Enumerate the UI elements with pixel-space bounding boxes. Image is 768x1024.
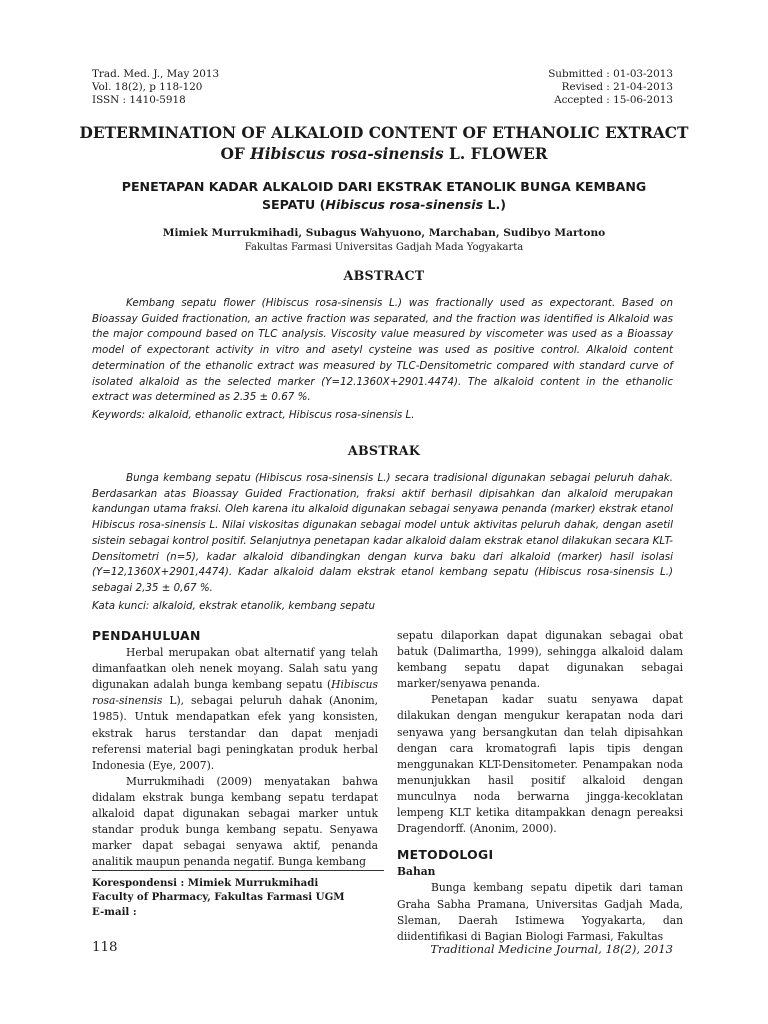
journal-citation-header bbox=[92, 68, 219, 108]
submitted-date: Submitted : 01-03-2013 bbox=[548, 68, 673, 80]
revised-date: Revised : 21-04-2013 bbox=[561, 81, 673, 94]
abstrak-body: Bunga kembang sepatu (Hibiscus rosa-sinensis L.) secara tradisional digunakan sebagai peluruh dahak. Berdasarkan atas Bioassay Guided Fractionation, fraksi aktif berhasil dipisahkan dan alkaloid merupakan kandungan utama fraksi. Oleh karena itu alkaloid digunakan sebagai senyawa penanda (marker) ekstrak etanol Hibiscus rosa-sinensis L. Nilai viskositas digunakan sebagai model untuk aktivitas peluruh dahak, dengan asetil sistein sebagai kontrol positif. Selanjutnya penetapan kadar alkaloid dalam ekstrak etanol dilakukan secara KLT-Densitometri (n=5), kadar alkaloid dibandingkan dengan kurva baku dari alkaloid (marker) hasil isolasi (Y=12,1360X+2901,4474). Kadar alkaloid dalam ekstrak etanol kembang sepatu (Hibiscus rosa-sinensis L.) sebagai 2,35 ± 0,67 %. bbox=[92, 472, 673, 594]
page-number: 118 bbox=[92, 940, 118, 955]
abstract-keywords: Keywords: alkaloid, ethanolic extract, Hibiscus rosa-sinensis L. bbox=[92, 409, 415, 421]
bahan-heading: Bahan bbox=[397, 865, 436, 879]
pendahuluan-p1-start: Herbal merupakan obat alternatif yang telah dimanfaatkan oleh nenek moyang. Salah satu yang digunakan adalah bunga kembang sepatu ( bbox=[92, 646, 378, 692]
subtitle-prefix: SEPATU ( bbox=[261, 196, 326, 212]
paper-subtitle-line-1: PENETAPAN KADAR ALKALOID DARI EKSTRAK ETANOLIK BUNGA KEMBANG bbox=[121, 179, 647, 194]
correspondence-email: E-mail : bbox=[92, 905, 137, 918]
journal-volume-line: Vol. 18(2), p 118-120 bbox=[92, 81, 203, 94]
abstrak-keywords: Kata kunci: alkaloid, ekstrak etanolik, kembang sepatu bbox=[92, 600, 375, 612]
title-species: Hibiscus rosa-sinensis bbox=[250, 145, 444, 163]
journal-issue-line: Trad. Med. J., May 2013 bbox=[92, 68, 220, 80]
accepted-date: Accepted : 15-06-2013 bbox=[554, 94, 673, 107]
title-suffix: L. FLOWER bbox=[443, 145, 548, 163]
footnote-divider bbox=[92, 870, 384, 871]
submission-dates-header bbox=[548, 68, 673, 108]
correspondence-footnote bbox=[92, 876, 392, 919]
right-paragraph-2: Penetapan kadar suatu senyawa dapat dilakukan dengan mengukur kerapatan noda dari senyawa yang bersangkutan dan telah dipisahkan dengan cara kromatografi lapis tipis dengan menggunakan KLT-Densitometer. Penampakan noda menunjukkan hasil positif alkaloid dengan munculnya noda berwarna jingga-kecoklatan lempeng KLT ketika ditampakkan denagn pereaksi Dragendorff. (Anonim, 2000). bbox=[397, 693, 683, 836]
paper-subtitle-line-2 bbox=[90, 196, 678, 214]
right-paragraph-1: sepatu dilaporkan dapat digunakan sebagai obat batuk (Dalimartha, 1999), sehingga alkaloid dalam kembang sepatu dapat digunakan sebagai marker/senyawa penanda. bbox=[397, 629, 683, 691]
left-column bbox=[92, 628, 378, 870]
abstract-heading: ABSTRACT bbox=[343, 268, 425, 283]
author-list: Mimiek Murrukmihadi, Subagus Wahyuono, Marchaban, Sudibyo Martono bbox=[162, 227, 606, 239]
subtitle-species: Hibiscus rosa-sinensis bbox=[325, 196, 484, 212]
paper-subtitle bbox=[90, 178, 678, 213]
author-affiliation: Fakultas Farmasi Universitas Gadjah Mada Yogyakarta bbox=[244, 242, 524, 253]
paper-title bbox=[70, 123, 698, 165]
pendahuluan-heading: PENDAHULUAN bbox=[92, 628, 201, 643]
pendahuluan-p1-end: L), sebagai peluruh dahak (Anonim, 1985). Untuk mendapatkan efek yang konsisten, ekstrak harus terstandar dan dapat menjadi referensi material bagi peningkatan produk herbal Indonesia (Eye, 2007). bbox=[92, 694, 378, 772]
title-prefix: OF bbox=[220, 145, 251, 163]
pendahuluan-p1-species: Hibiscus rosa-sinensis bbox=[92, 678, 378, 708]
correspondence-faculty: Faculty of Pharmacy, Fakultas Farmasi UGM bbox=[92, 891, 345, 904]
abstract-body: Kembang sepatu flower (Hibiscus rosa-sinensis L.) was fractionally used as expectorant. Based on Bioassay Guided fractionation, an active fraction was separated, and the fraction was identified is Alkaloid was the major compound based on TLC analysis. Viscosity value measured by viscometer was used as a Bioassay model of expectorant activity in vitro and asetyl cysteine was used as positive control. Alkaloid content determination of the ethanolic extract was measured by TLC-Densitometric compared with standard curve of isolated alkaloid as the selected marker (Y=12.1360X+2901.4474). The alkaloid content in the ethanolic extract was determined as 2.35 ± 0.67 %. bbox=[92, 297, 673, 404]
journal-issn-line: ISSN : 1410-5918 bbox=[92, 94, 186, 107]
pendahuluan-paragraph-1 bbox=[92, 645, 378, 774]
right-column bbox=[397, 628, 683, 945]
pendahuluan-paragraph-2: Murrukmihadi (2009) menyatakan bahwa didalam ekstrak bunga kembang sepatu terdapat alkaloid dapat digunakan sebagai marker untuk standar produk bunga kembang sepatu. Senyawa marker dapat sebagai senyawa aktif, penanda analitik maupun penanda negatif. Bunga kembang bbox=[92, 774, 378, 869]
subtitle-suffix: L.) bbox=[483, 196, 507, 212]
bahan-paragraph: Bunga kembang sepatu dipetik dari taman Graha Sabha Pramana, Universitas Gadjah Mada, Sleman, Daerah Istimewa Yogyakarta, dan diidentifikasi di Bagian Biologi Farmasi, Fakultas bbox=[397, 881, 683, 943]
paper-title-line-1: DETERMINATION OF ALKALOID CONTENT OF ETHANOLIC EXTRACT bbox=[79, 124, 689, 142]
abstrak-heading: ABSTRAK bbox=[347, 443, 421, 458]
metodologi-heading: METODOLOGI bbox=[397, 847, 494, 863]
journal-footer: Traditional Medicine Journal, 18(2), 2013 bbox=[430, 942, 673, 956]
paper-title-line-2 bbox=[70, 144, 698, 165]
correspondence-name: Korespondensi : Mimiek Murrukmihadi bbox=[92, 877, 319, 889]
